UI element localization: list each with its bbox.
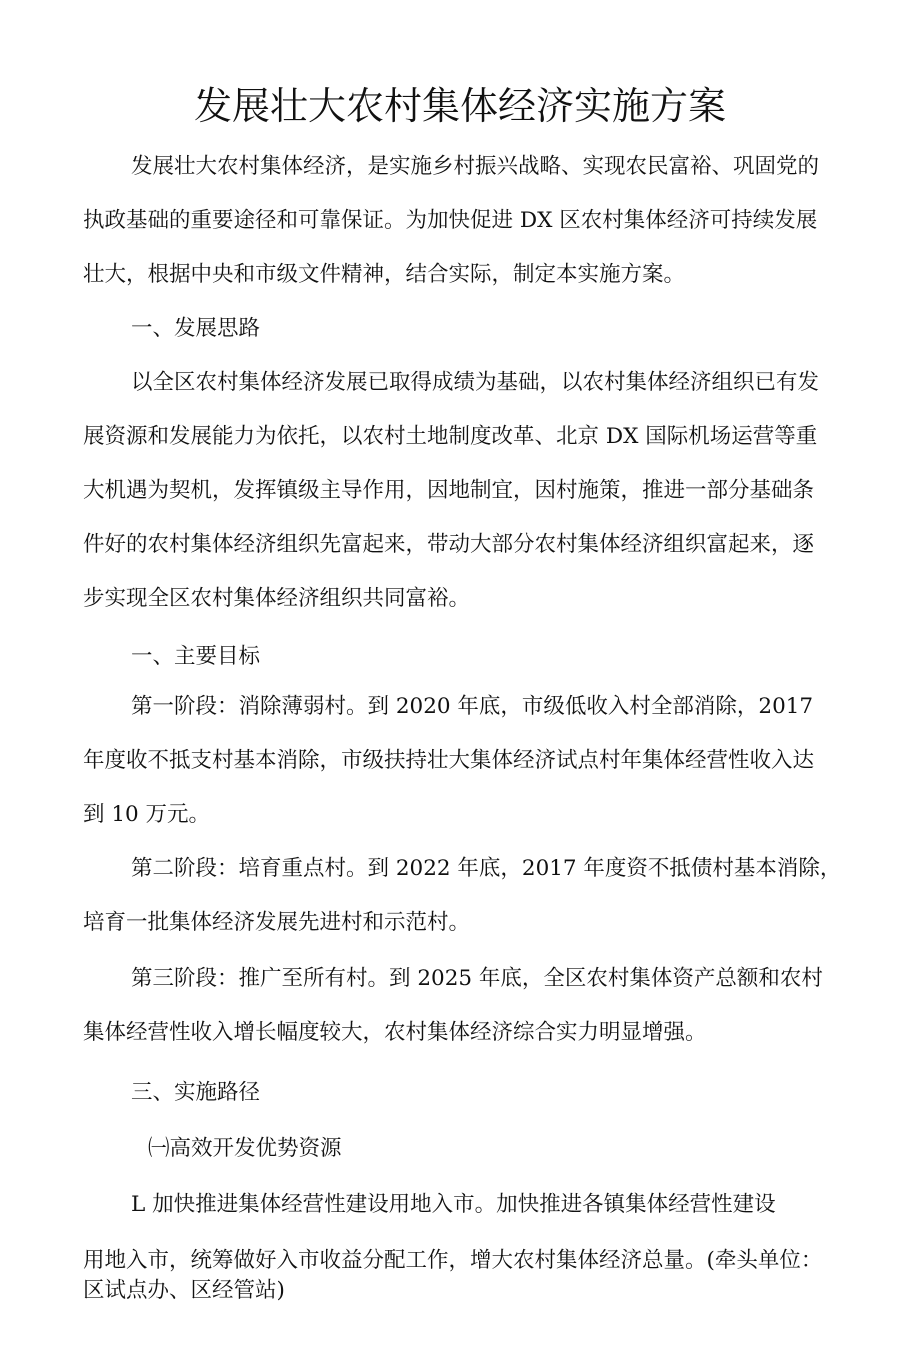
text-line: 区试点办、区经管站) (83, 1278, 285, 1303)
text-line: 三、实施路径 (131, 1080, 261, 1105)
text-line: 壮大，根据中央和市级文件精神，结合实际，制定本实施方案。 (83, 262, 686, 287)
text-line: 以全区农村集体经济发展已取得成绩为基础，以农村集体经济组织已有发 (131, 370, 820, 395)
text-line: 用地入市，统筹做好入市收益分配工作，增大农村集体经济总量。(牵头单位： (83, 1248, 823, 1273)
text-line: 大机遇为契机，发挥镇级主导作用，因地制宜，因村施策，推进一部分基础条 (83, 478, 815, 503)
text-line: 到 10 万元。 (83, 802, 211, 827)
text-line: 第三阶段：推广至所有村。到 2025 年底，全区农村集体资产总额和农村 (131, 966, 823, 991)
document-title: 发展壮大农村集体经济实施方案 (193, 84, 726, 128)
text-line: 展资源和发展能力为依托，以农村土地制度改革、北京 DX 国际机场运营等重 (83, 424, 818, 449)
text-line: 一、发展思路 (131, 316, 261, 341)
text-line: 执政基础的重要途径和可靠保证。为加快促进 DX 区农村集体经济可持续发展 (83, 208, 818, 233)
text-line: 年度收不抵支村基本消除，市级扶持壮大集体经济试点村年集体经营性收入达 (83, 748, 815, 773)
text-line: 集体经营性收入增长幅度较大，农村集体经济综合实力明显增强。 (83, 1020, 707, 1045)
text-line: 培育一批集体经济发展先进村和示范村。 (83, 910, 471, 935)
text-line: 件好的农村集体经济组织先富起来，带动大部分农村集体经济组织富起来，逐 (83, 532, 815, 557)
text-line: 发展壮大农村集体经济，是实施乡村振兴战略、实现农民富裕、巩固党的 (131, 154, 820, 179)
text-line: 第二阶段：培育重点村。到 2022 年底，2017 年度资不抵债村基本消除， (131, 856, 842, 881)
text-line: 第一阶段：消除薄弱村。到 2020 年底，市级低收入村全部消除，2017 (131, 694, 814, 719)
text-line: ㈠高效开发优势资源 (148, 1136, 342, 1161)
text-line: L 加快推进集体经营性建设用地入市。加快推进各镇集体经营性建设 (131, 1192, 776, 1217)
text-line: 一、主要目标 (131, 644, 261, 669)
text-line: 步实现全区农村集体经济组织共同富裕。 (83, 586, 471, 611)
